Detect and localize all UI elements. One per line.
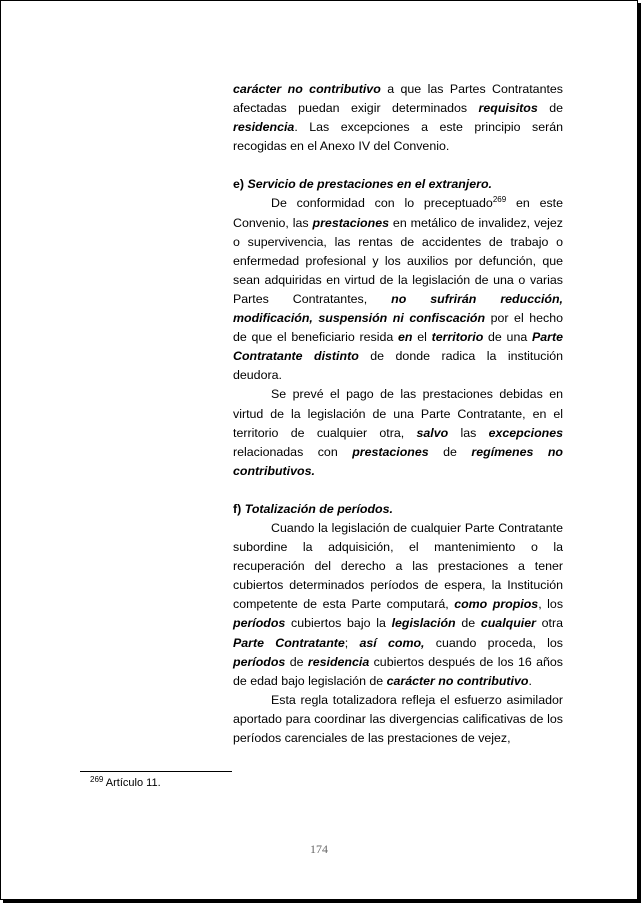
emphasis-text: períodos [233, 654, 286, 669]
body-text: ; [344, 635, 360, 650]
section-letter: e) [233, 177, 245, 192]
paragraph-gap [233, 481, 563, 500]
emphasis-text: no sufrirán reducción, modificación, suspensión ni confiscación [233, 291, 563, 326]
emphasis-text: legislación [391, 616, 456, 631]
body-text: cuando proceda, los [424, 635, 564, 650]
paragraph-gap [233, 156, 563, 175]
body-text: , los [538, 597, 564, 612]
emphasis-text: carácter no contributivo [386, 673, 529, 688]
footnote-separator [80, 771, 232, 772]
emphasis-text: residencia [233, 120, 295, 135]
body-text: . Las excepciones a este principio serán recogidas en el Anexo IV del Convenio. [233, 120, 563, 154]
body-text: a que las Partes Contratantes afectadas puedan exigir determinados [233, 82, 563, 116]
emphasis-text: Parte Contratante [233, 635, 345, 650]
paragraph-e2 [233, 385, 563, 480]
emphasis-text: en [398, 330, 413, 345]
body-text: el [412, 330, 432, 345]
emphasis-text: salvo [416, 425, 449, 440]
emphasis-text: prestaciones [312, 215, 389, 230]
body-text: relacionadas con [233, 444, 353, 459]
emphasis-text: requisitos [478, 101, 538, 116]
emphasis-text: así como, [359, 635, 425, 650]
section-title: Totalización de períodos. [244, 501, 393, 516]
body-text: las [448, 425, 489, 440]
emphasis-text: territorio [431, 330, 484, 345]
footnote-ref: 269 [492, 195, 507, 205]
body-text: cubiertos después de los 16 años de edad bajo legislación de [233, 654, 563, 688]
emphasis-text: como propios [454, 597, 539, 612]
body-text: Cuando la legislación de cualquier Parte Contratante subordine la adquisición, el mantenimiento o la recuperación del derecho a las prestaciones a tener cubiertos determinados períodos de espera, la Institución competente de esta Parte computará, [233, 520, 563, 612]
section-heading-f [233, 500, 563, 519]
body-text: por el hecho de que el beneficiario resida [233, 311, 563, 345]
paragraph-f1 [233, 519, 563, 691]
footnote-text: Artículo 11. [103, 777, 161, 789]
body-text: cubiertos bajo la [285, 616, 392, 631]
body-text: en metálico de invalidez, vejez o supervivencia, las rentas de accidentes de trabajo o enfermedad profesional y los auxilios por defunción, que sean adquiridas en virtud de la legislación de una o varias Partes Contratantes, [233, 215, 563, 306]
emphasis-text: prestaciones [352, 444, 429, 459]
body-text: otra [535, 616, 564, 631]
body-text: de una [483, 330, 532, 345]
body-text: de [428, 444, 472, 459]
footnote-number: 269 [90, 775, 104, 784]
text-column [233, 80, 563, 748]
paragraph-f2 [233, 691, 563, 748]
body-text: en este Convenio, las [233, 196, 564, 230]
section-letter: f) [233, 501, 242, 516]
body-text: De conformidad con lo preceptuado [271, 196, 493, 211]
emphasis-text: Parte Contratante distinto [233, 330, 563, 364]
emphasis-text: carácter no contributivo [233, 82, 381, 96]
emphasis-text: excepciones [488, 425, 563, 440]
emphasis-text: períodos [233, 616, 286, 631]
emphasis-text: cualquier [480, 616, 536, 631]
emphasis-text: residencia [307, 654, 370, 669]
body-text: Se prevé el pago de las prestaciones debidas en virtud de la legislación de una Parte Contratante, en el territorio de cualquier otra, [233, 387, 563, 440]
body-text: . [528, 673, 532, 688]
paragraph-e1 [233, 194, 563, 385]
section-heading-e [233, 175, 563, 194]
paragraph-continuation [233, 80, 563, 156]
page-number: 174 [310, 842, 328, 856]
body-text: Esta regla totalizadora refleja el esfuerzo asimilador aportado para coordinar las divergencias calificativas de los períodos carenciales de las prestaciones de vejez, [233, 692, 563, 745]
body-text: de [285, 654, 308, 669]
emphasis-text: regímenes no contributivos. [233, 444, 564, 478]
section-title: Servicio de prestaciones en el extranjero. [247, 177, 492, 192]
body-text: de [537, 101, 563, 116]
body-text: de [455, 616, 481, 631]
footnote [90, 777, 161, 789]
body-text: de donde radica la institución deudora. [233, 349, 563, 383]
